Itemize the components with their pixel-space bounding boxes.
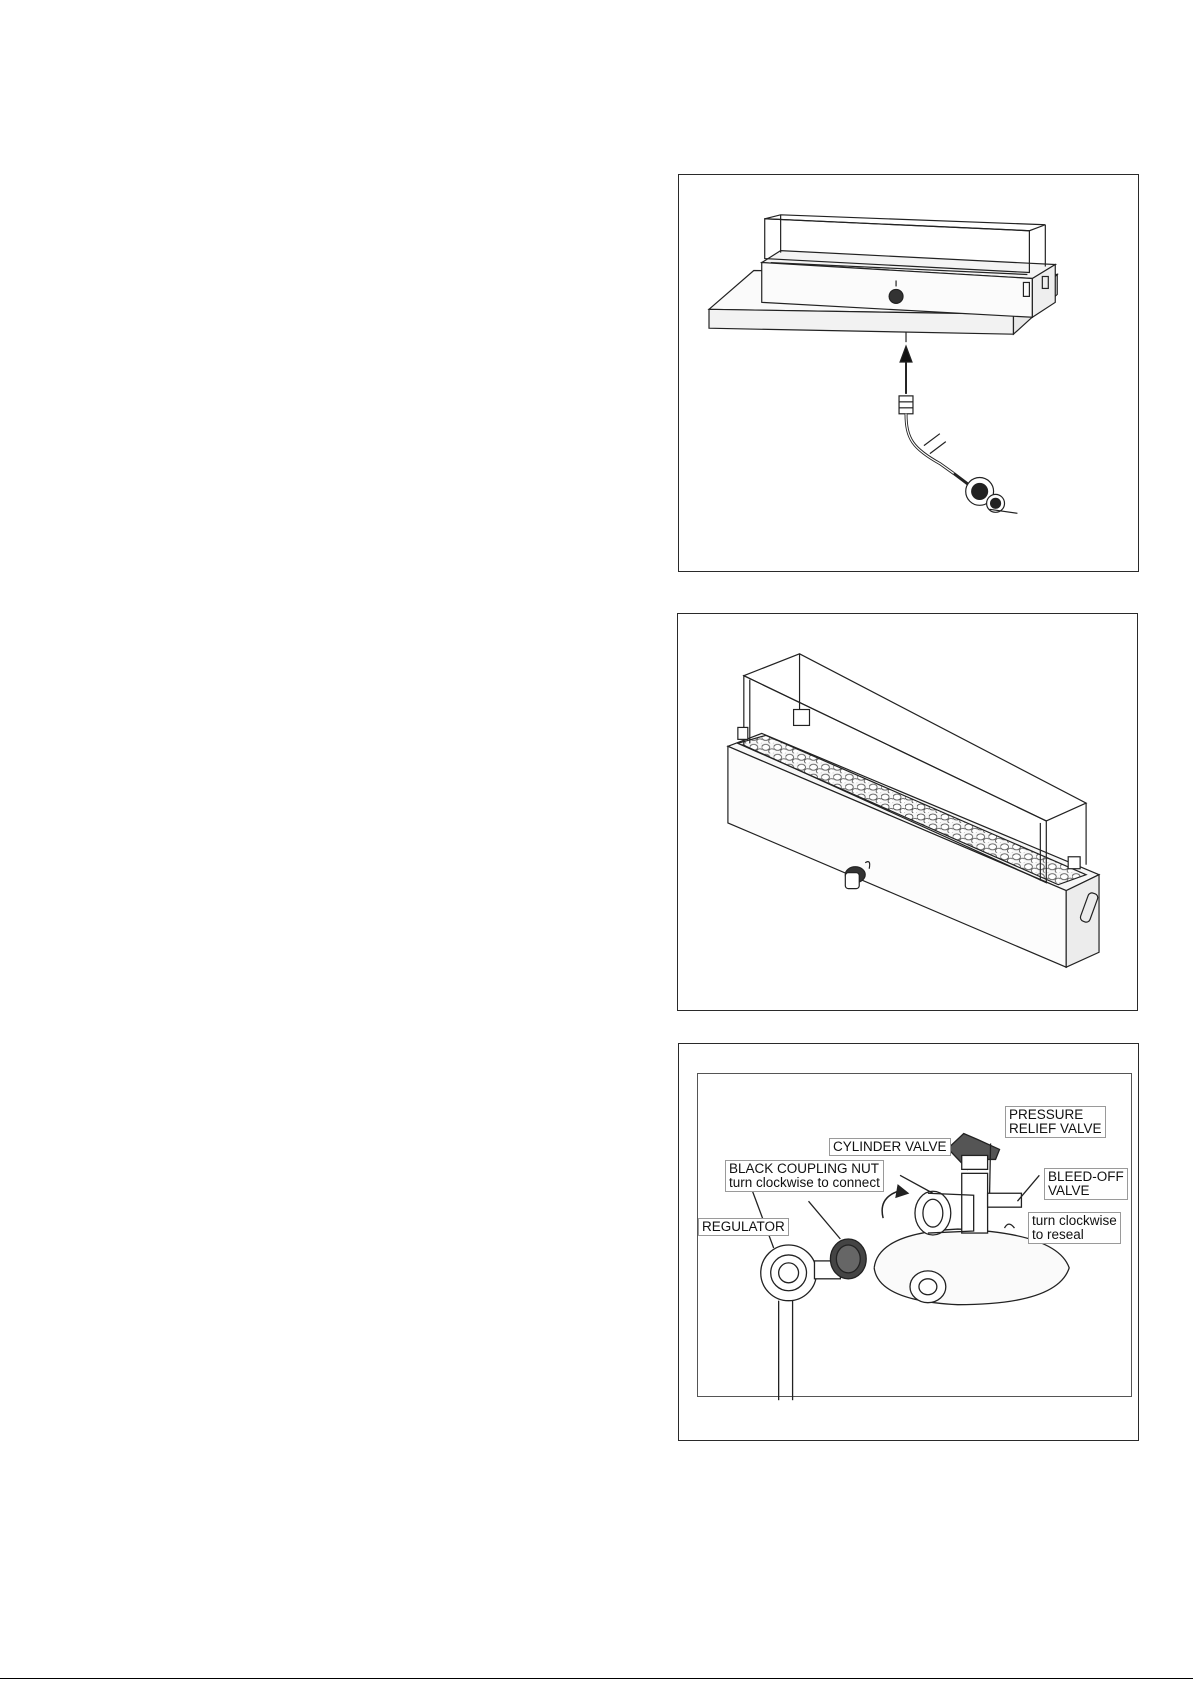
figure-regulator-connection: [678, 1043, 1139, 1441]
label-regulator: REGULATOR: [698, 1218, 789, 1236]
label-bleed-off-valve: BLEED-OFF VALVE: [1044, 1168, 1128, 1200]
label-black-coupling-nut: BLACK COUPLING NUT turn clockwise to connect: [725, 1160, 884, 1192]
label-cylinder-valve: CYLINDER VALVE: [829, 1138, 951, 1156]
burner-hose-illustration: [679, 175, 1138, 571]
label-reseal: turn clockwise to reseal: [1028, 1212, 1121, 1244]
figure-burner-hose: [678, 174, 1139, 572]
fire-table-illustration: [678, 614, 1137, 1010]
label-pressure-relief-valve: PRESSURE RELIEF VALVE: [1005, 1106, 1106, 1138]
page-bottom-rule: [0, 1678, 1193, 1679]
figure-fire-table: [677, 613, 1138, 1011]
